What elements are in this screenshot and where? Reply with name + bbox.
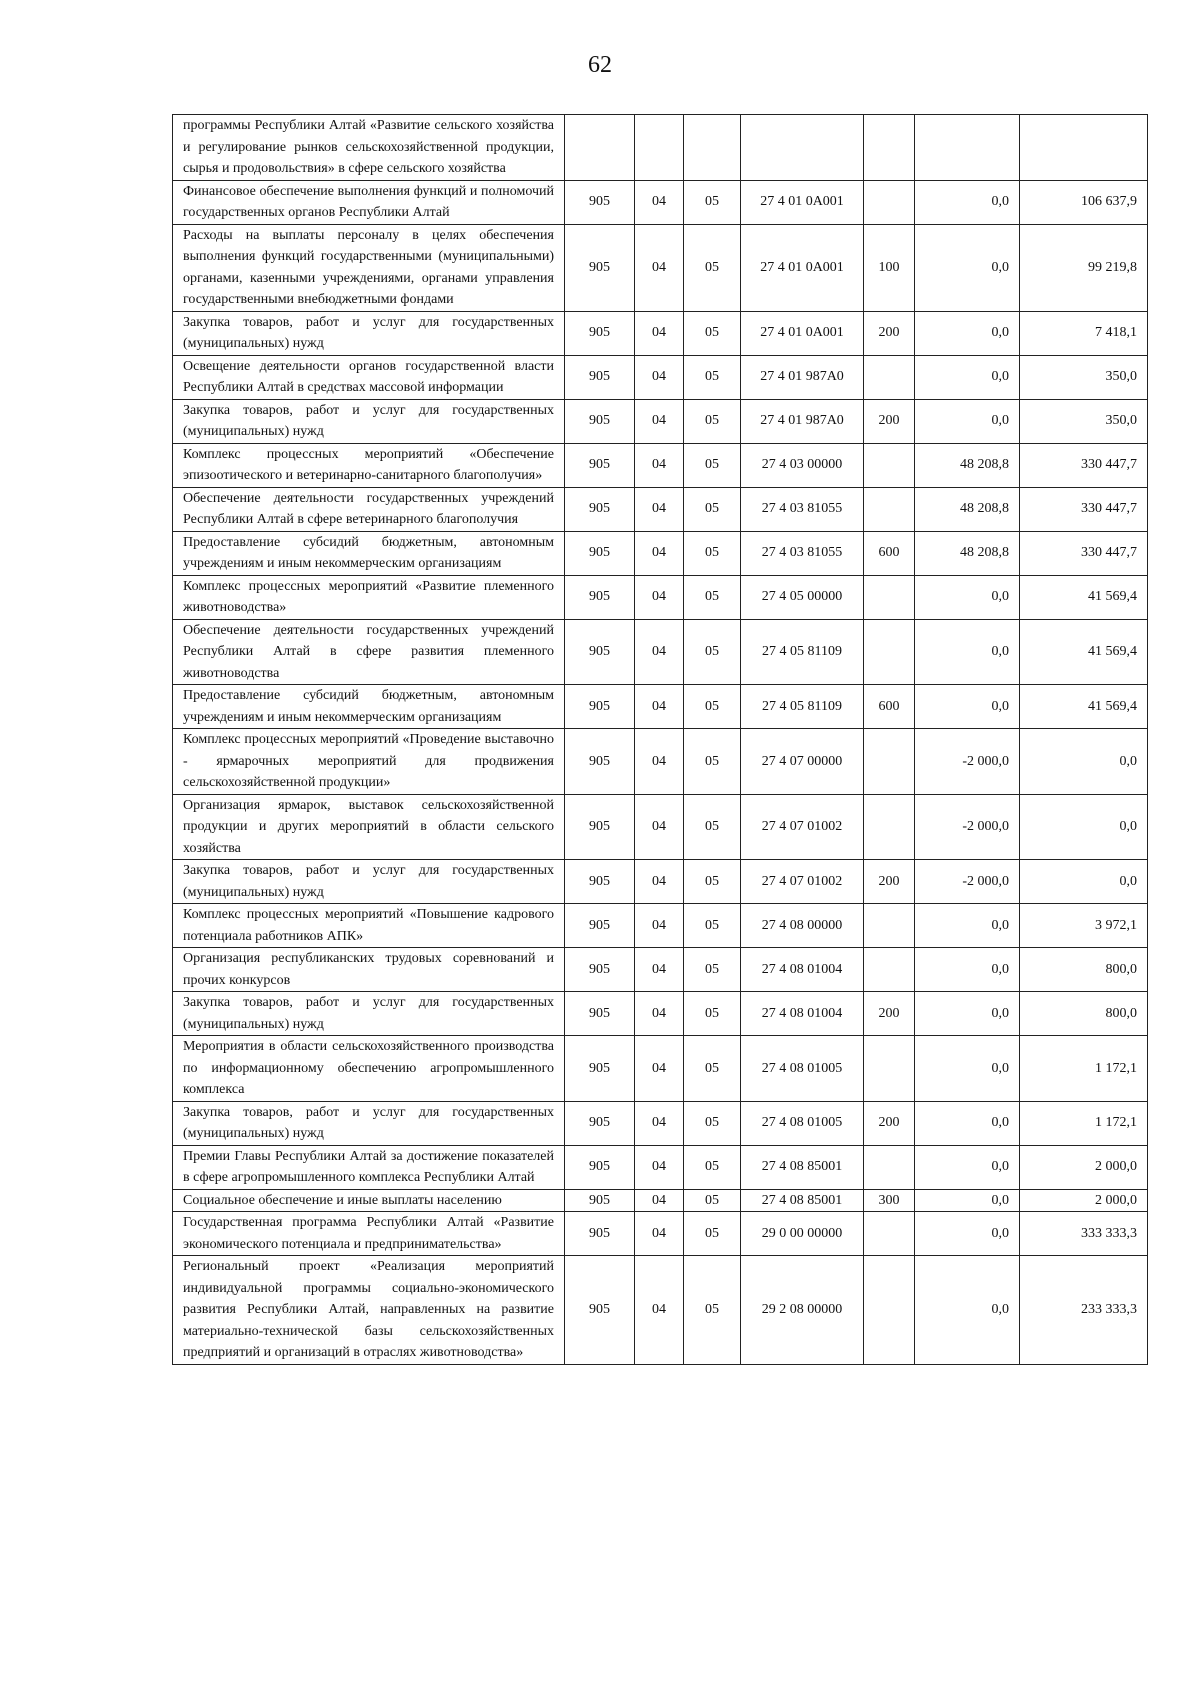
amount-change — [915, 115, 1020, 181]
expense-type-code: 200 — [864, 992, 915, 1036]
section-code: 04 — [635, 487, 684, 531]
section-code: 04 — [635, 1212, 684, 1256]
row-description: Премии Главы Республики Алтай за достижение показателей в сфере агропромышленного комплекса Республики Алтай — [173, 1145, 565, 1189]
section-code: 04 — [635, 904, 684, 948]
subsection-code: 05 — [684, 794, 741, 860]
amount-total: 0,0 — [1020, 860, 1148, 904]
table-row — [173, 575, 1148, 619]
row-description: Закупка товаров, работ и услуг для государственных (муниципальных) нужд — [173, 1101, 565, 1145]
expense-type-code — [864, 794, 915, 860]
row-description: Мероприятия в области сельскохозяйственного производства по информационному обеспечению агропромышленного комплекса — [173, 1036, 565, 1102]
ministry-code: 905 — [565, 531, 635, 575]
expense-type-code: 600 — [864, 685, 915, 729]
amount-total: 2 000,0 — [1020, 1145, 1148, 1189]
section-code: 04 — [635, 1145, 684, 1189]
row-description: Обеспечение деятельности государственных учреждений Республики Алтай в сфере ветеринарного благополучия — [173, 487, 565, 531]
ministry-code: 905 — [565, 311, 635, 355]
amount-change: -2 000,0 — [915, 729, 1020, 795]
amount-total: 106 637,9 — [1020, 180, 1148, 224]
subsection-code: 05 — [684, 311, 741, 355]
subsection-code: 05 — [684, 399, 741, 443]
row-description: Организация ярмарок, выставок сельскохозяйственной продукции и других мероприятий в области сельского хозяйства — [173, 794, 565, 860]
ministry-code: 905 — [565, 575, 635, 619]
table-row — [173, 1145, 1148, 1189]
target-article-code: 27 4 07 01002 — [741, 860, 864, 904]
section-code: 04 — [635, 1189, 684, 1212]
table-row — [173, 860, 1148, 904]
amount-total — [1020, 115, 1148, 181]
amount-change: 0,0 — [915, 904, 1020, 948]
ministry-code: 905 — [565, 443, 635, 487]
section-code: 04 — [635, 399, 684, 443]
expense-type-code: 200 — [864, 311, 915, 355]
section-code: 04 — [635, 860, 684, 904]
row-description: Комплекс процессных мероприятий «Развитие племенного животноводства» — [173, 575, 565, 619]
amount-total: 2 000,0 — [1020, 1189, 1148, 1212]
target-article-code: 27 4 01 987А0 — [741, 355, 864, 399]
row-description: Расходы на выплаты персоналу в целях обеспечения выполнения функций государственными (муниципальными) органами, казенными учреждениями, органами управления государственными внебюджетными фондами — [173, 224, 565, 311]
subsection-code: 05 — [684, 1145, 741, 1189]
expense-type-code — [864, 904, 915, 948]
expense-type-code — [864, 1256, 915, 1365]
target-article-code: 29 2 08 00000 — [741, 1256, 864, 1365]
amount-change: 0,0 — [915, 1101, 1020, 1145]
expense-type-code — [864, 355, 915, 399]
target-article-code: 27 4 07 00000 — [741, 729, 864, 795]
target-article-code: 27 4 01 987А0 — [741, 399, 864, 443]
row-description: Закупка товаров, работ и услуг для государственных (муниципальных) нужд — [173, 311, 565, 355]
ministry-code: 905 — [565, 619, 635, 685]
amount-total: 41 569,4 — [1020, 619, 1148, 685]
row-description: Закупка товаров, работ и услуг для государственных (муниципальных) нужд — [173, 399, 565, 443]
table-row — [173, 992, 1148, 1036]
ministry-code: 905 — [565, 180, 635, 224]
row-description: Предоставление субсидий бюджетным, автономным учреждениям и иным некоммерческим организациям — [173, 685, 565, 729]
row-description: Комплекс процессных мероприятий «Обеспечение эпизоотического и ветеринарно-санитарного благополучия» — [173, 443, 565, 487]
table-row — [173, 619, 1148, 685]
expense-type-code — [864, 1212, 915, 1256]
target-article-code: 27 4 08 01004 — [741, 992, 864, 1036]
target-article-code: 27 4 08 01005 — [741, 1101, 864, 1145]
amount-total: 330 447,7 — [1020, 487, 1148, 531]
ministry-code: 905 — [565, 355, 635, 399]
table-row — [173, 1101, 1148, 1145]
table-row — [173, 115, 1148, 181]
amount-change: 0,0 — [915, 399, 1020, 443]
amount-change: 0,0 — [915, 992, 1020, 1036]
section-code: 04 — [635, 729, 684, 795]
subsection-code: 05 — [684, 860, 741, 904]
amount-total: 800,0 — [1020, 992, 1148, 1036]
target-article-code: 27 4 03 81055 — [741, 531, 864, 575]
ministry-code: 905 — [565, 904, 635, 948]
amount-total: 41 569,4 — [1020, 685, 1148, 729]
table-row — [173, 180, 1148, 224]
row-description: Комплекс процессных мероприятий «Проведение выставочно - ярмарочных мероприятий для продвижения сельскохозяйственной продукции» — [173, 729, 565, 795]
target-article-code: 27 4 07 01002 — [741, 794, 864, 860]
expense-type-code: 100 — [864, 224, 915, 311]
amount-change: 0,0 — [915, 1189, 1020, 1212]
row-description: программы Республики Алтай «Развитие сельского хозяйства и регулирование рынков сельскохозяйственной продукции, сырья и продовольствия» в сфере сельского хозяйства — [173, 115, 565, 181]
row-description: Освещение деятельности органов государственной власти Республики Алтай в средствах массовой информации — [173, 355, 565, 399]
subsection-code: 05 — [684, 1189, 741, 1212]
section-code: 04 — [635, 619, 684, 685]
budget-table — [172, 114, 1148, 1365]
expense-type-code: 200 — [864, 1101, 915, 1145]
expense-type-code — [864, 1036, 915, 1102]
subsection-code: 05 — [684, 531, 741, 575]
amount-total: 330 447,7 — [1020, 443, 1148, 487]
table-row — [173, 948, 1148, 992]
amount-total: 0,0 — [1020, 794, 1148, 860]
expense-type-code: 200 — [864, 860, 915, 904]
budget-table-body — [173, 115, 1148, 1365]
section-code: 04 — [635, 1036, 684, 1102]
amount-change: 0,0 — [915, 1256, 1020, 1365]
amount-total: 99 219,8 — [1020, 224, 1148, 311]
section-code: 04 — [635, 575, 684, 619]
table-row — [173, 531, 1148, 575]
table-row — [173, 487, 1148, 531]
section-code: 04 — [635, 224, 684, 311]
table-row — [173, 685, 1148, 729]
row-description: Закупка товаров, работ и услуг для государственных (муниципальных) нужд — [173, 992, 565, 1036]
section-code: 04 — [635, 794, 684, 860]
section-code — [635, 115, 684, 181]
table-row — [173, 311, 1148, 355]
target-article-code: 27 4 03 81055 — [741, 487, 864, 531]
ministry-code: 905 — [565, 1145, 635, 1189]
expense-type-code — [864, 443, 915, 487]
amount-change: 0,0 — [915, 224, 1020, 311]
ministry-code: 905 — [565, 794, 635, 860]
section-code: 04 — [635, 1101, 684, 1145]
subsection-code: 05 — [684, 729, 741, 795]
section-code: 04 — [635, 355, 684, 399]
table-row — [173, 1256, 1148, 1365]
page-number: 62 — [588, 52, 612, 78]
subsection-code: 05 — [684, 1212, 741, 1256]
amount-change: 0,0 — [915, 1036, 1020, 1102]
ministry-code: 905 — [565, 224, 635, 311]
row-description: Обеспечение деятельности государственных учреждений Республики Алтай в сфере развития племенного животноводства — [173, 619, 565, 685]
amount-change: 0,0 — [915, 1212, 1020, 1256]
target-article-code: 27 4 08 85001 — [741, 1189, 864, 1212]
amount-change: -2 000,0 — [915, 860, 1020, 904]
section-code: 04 — [635, 685, 684, 729]
ministry-code: 905 — [565, 685, 635, 729]
amount-total: 233 333,3 — [1020, 1256, 1148, 1365]
expense-type-code — [864, 180, 915, 224]
ministry-code: 905 — [565, 1256, 635, 1365]
amount-total: 41 569,4 — [1020, 575, 1148, 619]
subsection-code: 05 — [684, 619, 741, 685]
ministry-code: 905 — [565, 948, 635, 992]
amount-change: 0,0 — [915, 355, 1020, 399]
amount-total: 0,0 — [1020, 729, 1148, 795]
target-article-code: 27 4 01 0А001 — [741, 224, 864, 311]
amount-total: 330 447,7 — [1020, 531, 1148, 575]
section-code: 04 — [635, 1256, 684, 1365]
amount-change: 0,0 — [915, 685, 1020, 729]
ministry-code: 905 — [565, 729, 635, 795]
ministry-code: 905 — [565, 487, 635, 531]
target-article-code — [741, 115, 864, 181]
subsection-code: 05 — [684, 180, 741, 224]
subsection-code: 05 — [684, 904, 741, 948]
ministry-code: 905 — [565, 1101, 635, 1145]
amount-total: 1 172,1 — [1020, 1036, 1148, 1102]
amount-change: 0,0 — [915, 948, 1020, 992]
row-description: Социальное обеспечение и иные выплаты населению — [173, 1189, 565, 1212]
target-article-code: 29 0 00 00000 — [741, 1212, 864, 1256]
subsection-code: 05 — [684, 685, 741, 729]
table-row — [173, 904, 1148, 948]
amount-total: 7 418,1 — [1020, 311, 1148, 355]
subsection-code: 05 — [684, 948, 741, 992]
amount-change: 0,0 — [915, 619, 1020, 685]
table-row — [173, 729, 1148, 795]
table-row — [173, 1189, 1148, 1212]
table-row — [173, 355, 1148, 399]
table-row — [173, 399, 1148, 443]
expense-type-code — [864, 729, 915, 795]
expense-type-code — [864, 1145, 915, 1189]
ministry-code: 905 — [565, 1189, 635, 1212]
expense-type-code — [864, 115, 915, 181]
amount-change: -2 000,0 — [915, 794, 1020, 860]
subsection-code: 05 — [684, 1036, 741, 1102]
target-article-code: 27 4 05 81109 — [741, 685, 864, 729]
section-code: 04 — [635, 443, 684, 487]
amount-total: 800,0 — [1020, 948, 1148, 992]
target-article-code: 27 4 08 01005 — [741, 1036, 864, 1102]
amount-change: 48 208,8 — [915, 443, 1020, 487]
table-row — [173, 443, 1148, 487]
target-article-code: 27 4 01 0А001 — [741, 311, 864, 355]
expense-type-code — [864, 575, 915, 619]
amount-change: 0,0 — [915, 180, 1020, 224]
subsection-code: 05 — [684, 443, 741, 487]
subsection-code: 05 — [684, 1256, 741, 1365]
expense-type-code: 600 — [864, 531, 915, 575]
ministry-code — [565, 115, 635, 181]
subsection-code: 05 — [684, 992, 741, 1036]
target-article-code: 27 4 08 01004 — [741, 948, 864, 992]
table-row — [173, 1036, 1148, 1102]
table-row — [173, 794, 1148, 860]
expense-type-code: 200 — [864, 399, 915, 443]
amount-total: 350,0 — [1020, 399, 1148, 443]
target-article-code: 27 4 01 0А001 — [741, 180, 864, 224]
ministry-code: 905 — [565, 1036, 635, 1102]
ministry-code: 905 — [565, 860, 635, 904]
amount-change: 48 208,8 — [915, 531, 1020, 575]
row-description: Финансовое обеспечение выполнения функций и полномочий государственных органов Республики Алтай — [173, 180, 565, 224]
subsection-code: 05 — [684, 355, 741, 399]
section-code: 04 — [635, 180, 684, 224]
ministry-code: 905 — [565, 399, 635, 443]
amount-change: 0,0 — [915, 575, 1020, 619]
expense-type-code — [864, 619, 915, 685]
subsection-code: 05 — [684, 1101, 741, 1145]
ministry-code: 905 — [565, 992, 635, 1036]
subsection-code: 05 — [684, 224, 741, 311]
amount-total: 1 172,1 — [1020, 1101, 1148, 1145]
row-description: Региональный проект «Реализация мероприятий индивидуальной программы социально-экономического развития Республики Алтай, направленных на развитие материально-технической базы сельскохозяйственных предприятий и организаций в отраслях животноводства» — [173, 1256, 565, 1365]
amount-total: 350,0 — [1020, 355, 1148, 399]
amount-total: 333 333,3 — [1020, 1212, 1148, 1256]
target-article-code: 27 4 05 81109 — [741, 619, 864, 685]
expense-type-code — [864, 487, 915, 531]
row-description: Предоставление субсидий бюджетным, автономным учреждениям и иным некоммерческим организациям — [173, 531, 565, 575]
section-code: 04 — [635, 948, 684, 992]
section-code: 04 — [635, 992, 684, 1036]
table-row — [173, 224, 1148, 311]
subsection-code — [684, 115, 741, 181]
row-description: Государственная программа Республики Алтай «Развитие экономического потенциала и предпринимательства» — [173, 1212, 565, 1256]
amount-change: 48 208,8 — [915, 487, 1020, 531]
row-description: Комплекс процессных мероприятий «Повышение кадрового потенциала работников АПК» — [173, 904, 565, 948]
table-row — [173, 1212, 1148, 1256]
subsection-code: 05 — [684, 487, 741, 531]
row-description: Организация республиканских трудовых соревнований и прочих конкурсов — [173, 948, 565, 992]
target-article-code: 27 4 08 85001 — [741, 1145, 864, 1189]
target-article-code: 27 4 03 00000 — [741, 443, 864, 487]
row-description: Закупка товаров, работ и услуг для государственных (муниципальных) нужд — [173, 860, 565, 904]
amount-change: 0,0 — [915, 1145, 1020, 1189]
amount-total: 3 972,1 — [1020, 904, 1148, 948]
ministry-code: 905 — [565, 1212, 635, 1256]
expense-type-code: 300 — [864, 1189, 915, 1212]
subsection-code: 05 — [684, 575, 741, 619]
expense-type-code — [864, 948, 915, 992]
section-code: 04 — [635, 531, 684, 575]
target-article-code: 27 4 08 00000 — [741, 904, 864, 948]
amount-change: 0,0 — [915, 311, 1020, 355]
target-article-code: 27 4 05 00000 — [741, 575, 864, 619]
section-code: 04 — [635, 311, 684, 355]
